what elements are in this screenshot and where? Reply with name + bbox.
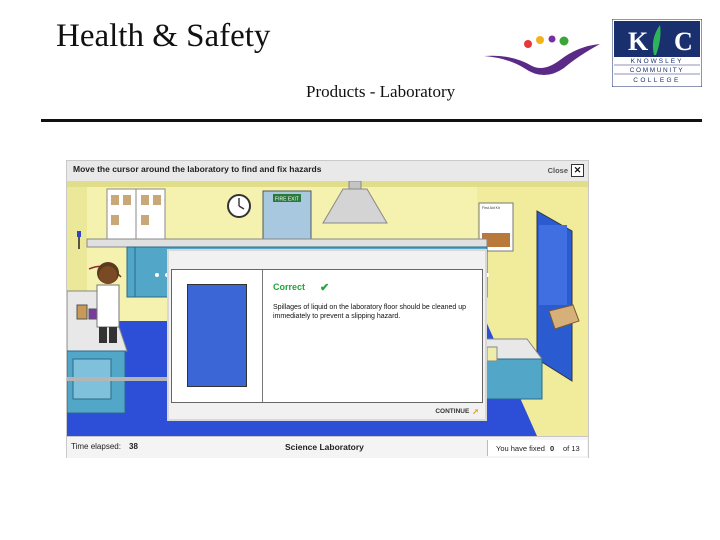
feedback-dialog xyxy=(167,249,487,421)
title-divider xyxy=(41,119,702,122)
continue-label: CONTINUE xyxy=(435,407,470,415)
simulation-header xyxy=(67,161,588,182)
continue-button[interactable] xyxy=(429,404,479,418)
checkmark-icon: ✔ xyxy=(320,282,330,294)
correct-label: Correct xyxy=(273,282,306,292)
time-label: Time elapsed: xyxy=(71,442,121,451)
feedback-message: Spillages of liquid on the laboratory floor should be cleaned up immediately to prevent a slipping hazard. xyxy=(273,304,467,320)
hazard-counter xyxy=(487,440,587,456)
close-icon: ✕ xyxy=(571,164,584,177)
dialog-divider xyxy=(262,270,263,402)
slide-subtitle: Products - Laboratory xyxy=(306,82,456,101)
fixed-count: 0 xyxy=(550,444,555,453)
close-button[interactable] xyxy=(548,164,584,177)
swoosh-logo xyxy=(482,30,602,80)
hazard-image xyxy=(187,284,247,387)
simulation-window xyxy=(66,160,589,458)
time-value: 38 xyxy=(129,442,138,451)
svg-text:COLLEGE: COLLEGE xyxy=(633,77,681,84)
svg-text:C: C xyxy=(674,27,693,56)
fixed-total: of 13 xyxy=(563,444,580,453)
laboratory-scene[interactable] xyxy=(67,181,588,436)
slide-title: Health & Safety xyxy=(56,18,271,54)
simulation-footer xyxy=(67,436,588,458)
svg-text:First Aid Kit: First Aid Kit xyxy=(482,206,500,210)
svg-text:KNOWSLEY: KNOWSLEY xyxy=(630,58,684,65)
svg-text:K: K xyxy=(628,27,649,56)
scene-name: Science Laboratory xyxy=(285,442,364,452)
feedback-panel xyxy=(171,269,483,403)
fixed-label: You have fixed xyxy=(496,444,545,453)
arrow-icon: ➚ xyxy=(472,406,479,416)
college-logo xyxy=(612,19,702,87)
svg-text:COMMUNITY: COMMUNITY xyxy=(629,67,685,74)
instruction-text: Move the cursor around the laboratory to find and fix hazards xyxy=(73,164,322,174)
svg-text:FIRE EXIT: FIRE EXIT xyxy=(275,196,299,203)
close-label: Close xyxy=(547,166,568,175)
